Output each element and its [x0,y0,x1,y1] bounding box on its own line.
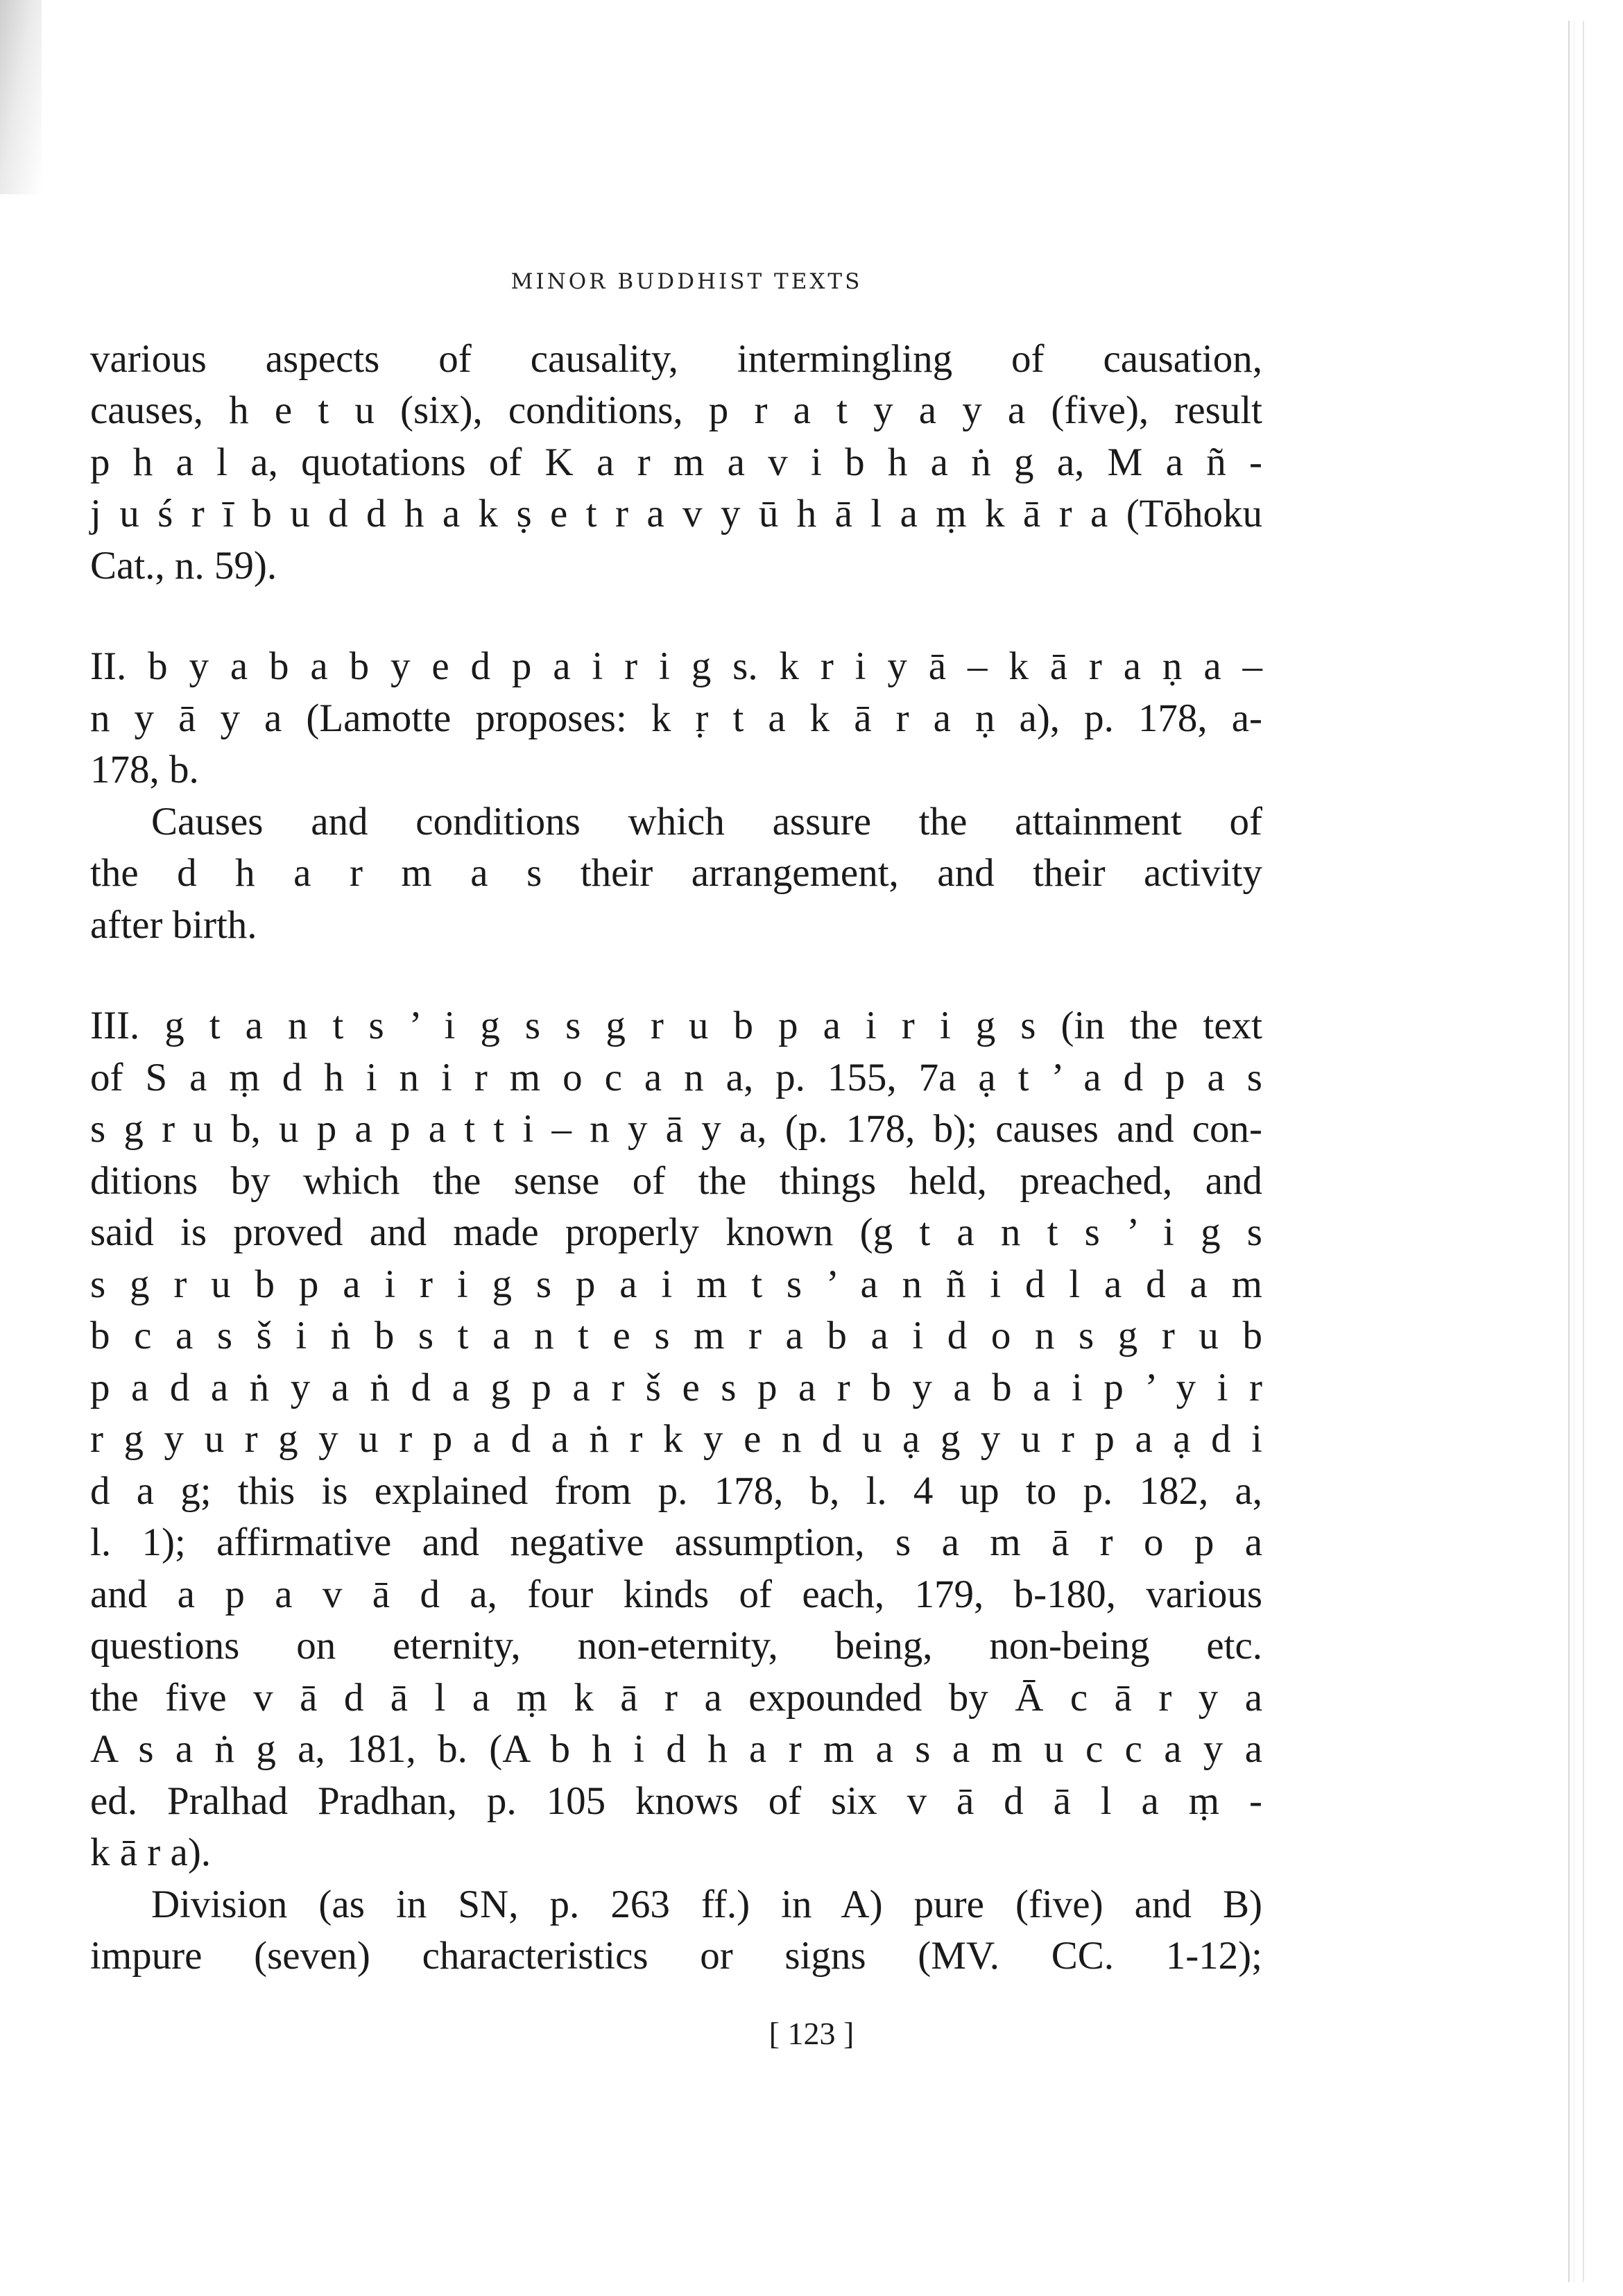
page-number: [ 123 ] [768,2016,855,2051]
text-line: s g r u b p a i r i g s p a i m t s ’ a n ñ i d l a d a m [90,1262,1262,1306]
text-line: r g y u r g y u r p a d a ṅ r k y e n d u ạ g y u r p a ạ d i [90,1417,1262,1461]
text-line: j u ś r ī b u d d h a k ṣ e t r a v y ū h ā l a ṃ k ā r a (Tōhoku [90,492,1262,536]
text-line: and a p a v ā d a, four kinds of each, 179, b-180, various [90,1573,1262,1616]
text-line: d a g; this is explained from p. 178, b, l. 4 up to p. 182, a, [90,1469,1262,1513]
text-line: Cat., n. 59). [90,544,277,588]
text-line: p h a l a, quotations of K a r m a v i b h a ṅ g a, M a ñ - [90,440,1262,484]
text-line: s g r u b, u p a p a t t i – n y ā y a, (p. 178, b); causes and con- [90,1107,1262,1151]
text-line: b c a s š i ṅ b s t a n t e s m r a b a i d o n s g r u b [90,1314,1262,1357]
text-line: after birth. [90,903,257,947]
running-head: MINOR BUDDHIST TEXTS [510,269,863,294]
paragraph-first-line: Causes and conditions which assure the attainment of [151,800,1262,843]
text-line: of S a ṃ d h i n i r m o c a n a, p. 155, 7a ạ t ’ a d p a s [90,1056,1262,1099]
text-line: l. 1); affirmative and negative assumption, s a m ā r o p a [90,1520,1262,1564]
text-line: said is proved and made properly known (g t a n t s ’ i g s [90,1210,1262,1254]
text-line: n y ā y a (Lamotte proposes: k ṛ t a k ā r a ṇ a), p. 178, a- [90,696,1262,740]
text-line: the five v ā d ā l a ṃ k ā r a expounded by Ā c ā r y a [90,1676,1262,1720]
text-line: ditions by which the sense of the things held, preached, and [90,1159,1262,1203]
text-line: causes, h e t u (six), conditions, p r a t y a y a (five), result [90,388,1262,432]
text-line: ed. Pralhad Pradhan, p. 105 knows of six v ā d ā l a ṃ - [90,1779,1262,1823]
scan-shadow-corner [0,0,42,194]
section-heading-iii: III. g t a n t s ’ i g s s g r u b p a i r i g s (in the text [90,1004,1262,1047]
section-heading-ii: II. b y a b a b y e d p a i r i g s. k r i y ā – k ā r a ṇ a – [90,644,1262,688]
text-line: various aspects of causality, intermingling of causation, [90,337,1262,381]
text-line: impure (seven) characteristics or signs (MV. CC. 1-12); [90,1934,1262,1978]
scan-binding-edge [1568,21,1574,2282]
text-line: k ā r a). [90,1831,212,1874]
text-line: the d h a r m a s their arrangement, and their activity [90,851,1262,895]
text-line: 178, b. [90,748,199,791]
text-line: questions on eternity, non-eternity, being, non-being etc. [90,1624,1262,1668]
text-line: A s a ṅ g a, 181, b. (A b h i d h a r m a s a m u c c a y a [90,1727,1262,1771]
text-line: p a d a ṅ y a ṅ d a g p a r š e s p a r b y a b a i p ’ y i r [90,1366,1262,1410]
paragraph-first-line: Division (as in SN, p. 263 ff.) in A) pure (five) and B) [151,1883,1262,1926]
scan-binding-edge-secondary [1583,21,1584,2282]
